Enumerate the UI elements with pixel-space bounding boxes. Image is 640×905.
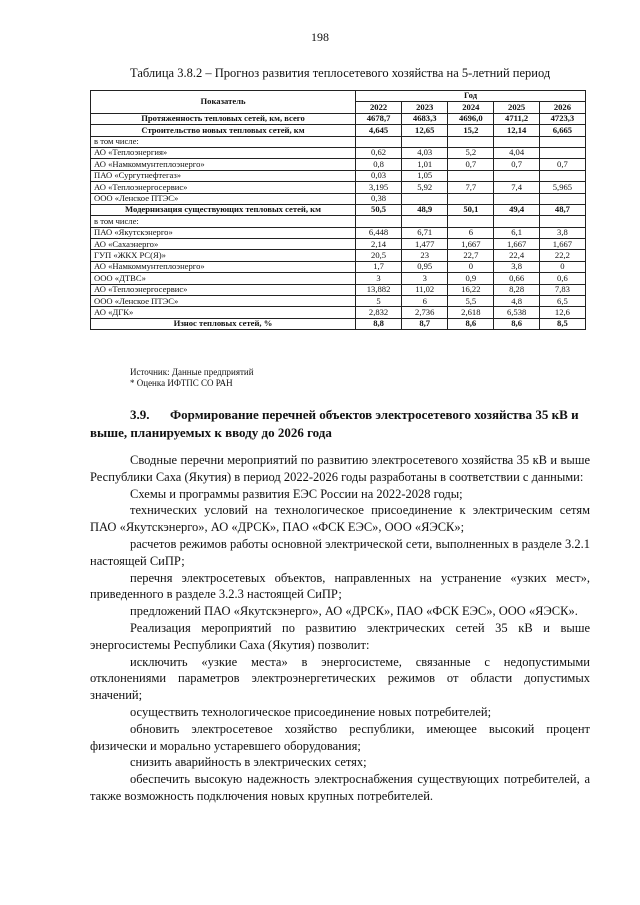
table-cell: 49,4 xyxy=(494,204,539,215)
row-label: АО «Намкоммунтеплоэнерго» xyxy=(91,261,356,272)
table-cell: 1,05 xyxy=(402,170,448,181)
year-header: 2023 xyxy=(402,102,448,113)
table-cell xyxy=(448,216,494,227)
table-notes xyxy=(130,367,254,389)
table-cell xyxy=(539,136,585,147)
body-text xyxy=(90,452,590,805)
table-cell: 4723,3 xyxy=(539,113,585,124)
table-row xyxy=(91,273,586,284)
row-label: Износ тепловых сетей, % xyxy=(91,318,356,329)
table-cell: 22,4 xyxy=(494,250,539,261)
year-header: 2024 xyxy=(448,102,494,113)
table-cell: 2,618 xyxy=(448,307,494,318)
table-cell: 3,8 xyxy=(494,261,539,272)
table-cell: 5,965 xyxy=(539,182,585,193)
year-header: 2025 xyxy=(494,102,539,113)
table-row xyxy=(91,307,586,318)
table-cell: 4678,7 xyxy=(356,113,402,124)
table-cell xyxy=(448,193,494,204)
table-cell xyxy=(402,216,448,227)
year-group-header: Год xyxy=(356,91,586,102)
table-cell: 15,2 xyxy=(448,125,494,136)
table-cell: 48,7 xyxy=(539,204,585,215)
paragraph: технических условий на технологическое присоединение к электрическим сетям ПАО «Якутскэнерго», АО «ДРСК», ПАО «ФСК ЕЭС», ООО «ЯЭСК»; xyxy=(90,503,590,535)
table-cell: 3,8 xyxy=(539,227,585,238)
table-cell xyxy=(494,193,539,204)
table-cell: 0 xyxy=(448,261,494,272)
table-cell: 4,8 xyxy=(494,296,539,307)
table-cell: 16,22 xyxy=(448,284,494,295)
table-cell: 48,9 xyxy=(402,204,448,215)
table-row xyxy=(91,261,586,272)
table-row xyxy=(91,170,586,181)
table-cell xyxy=(356,136,402,147)
table-cell: 5 xyxy=(356,296,402,307)
row-label: АО «ДГК» xyxy=(91,307,356,318)
table-cell xyxy=(494,170,539,181)
row-label: АО «Сахаэнерго» xyxy=(91,239,356,250)
paragraph: перечня электросетевых объектов, направленных на устранение «узких мест», приведенного в разделе 3.2.3 настоящей СиПР; xyxy=(90,570,590,602)
table-cell: 0,7 xyxy=(448,159,494,170)
paragraph: обновить электросетевое хозяйство республики, имеющее высокий процент физически и морально устаревшего оборудования; xyxy=(90,721,590,753)
forecast-table xyxy=(90,90,586,330)
table-cell xyxy=(402,136,448,147)
paragraph: Схемы и программы развития ЕЭС России на 2022-2028 годы; xyxy=(130,486,463,501)
table-cell xyxy=(402,193,448,204)
paragraph: снизить аварийность в электрических сетях; xyxy=(130,755,367,770)
page-number: 198 xyxy=(311,30,329,44)
table-cell: 6,665 xyxy=(539,125,585,136)
table-cell: 1,667 xyxy=(448,239,494,250)
table-caption: Таблица 3.8.2 – Прогноз развития теплосетевого хозяйства на 5-летний период xyxy=(130,66,551,80)
paragraph: осуществить технологическое присоединение новых потребителей; xyxy=(130,704,492,719)
table-cell: 2,14 xyxy=(356,239,402,250)
table-row xyxy=(91,284,586,295)
table-cell: 8,6 xyxy=(448,318,494,329)
table-row xyxy=(91,216,586,227)
table-cell: 12,65 xyxy=(402,125,448,136)
table-cell: 22,2 xyxy=(539,250,585,261)
paragraph: исключить «узкие места» в энергосистеме, связанные с недопустимыми отклонениями параметров электроэнергетических режимов от области допустимых значений; xyxy=(90,654,590,703)
section-number: 3.9. xyxy=(130,407,150,422)
source-note: Источник: Данные предприятий xyxy=(130,367,254,377)
table-cell: 7,4 xyxy=(494,182,539,193)
table-cell: 8,7 xyxy=(402,318,448,329)
row-label: Строительство новых тепловых сетей, км xyxy=(91,125,356,136)
table-cell: 4,04 xyxy=(494,147,539,158)
row-label: в том числе: xyxy=(91,216,356,227)
row-label: ООО «Ленское ПТЭС» xyxy=(91,193,356,204)
table-cell: 4711,2 xyxy=(494,113,539,124)
row-label: Модернизация существующих тепловых сетей, км xyxy=(91,204,356,215)
table-cell: 13,882 xyxy=(356,284,402,295)
table-cell: 8,28 xyxy=(494,284,539,295)
table-cell: 1,667 xyxy=(539,239,585,250)
section-heading xyxy=(90,406,590,442)
table-cell: 4,645 xyxy=(356,125,402,136)
table-cell: 23 xyxy=(402,250,448,261)
section-title: Формирование перечней объектов электросетевого хозяйства 35 кВ и выше, планируемых к вводу до 2026 года xyxy=(90,407,579,440)
table-cell xyxy=(494,216,539,227)
table-cell: 0,03 xyxy=(356,170,402,181)
table-cell: 4683,3 xyxy=(402,113,448,124)
row-label: АО «Теплоэнергосервис» xyxy=(91,284,356,295)
table-cell: 1,7 xyxy=(356,261,402,272)
table-cell xyxy=(539,147,585,158)
table-row xyxy=(91,182,586,193)
table-cell: 4696,0 xyxy=(448,113,494,124)
table-row xyxy=(91,250,586,261)
table-row xyxy=(91,136,586,147)
table-cell: 50,5 xyxy=(356,204,402,215)
table-cell: 0,38 xyxy=(356,193,402,204)
table-cell: 12,14 xyxy=(494,125,539,136)
table-cell xyxy=(448,136,494,147)
table-cell: 3 xyxy=(402,273,448,284)
table-row xyxy=(91,227,586,238)
table-cell: 6,538 xyxy=(494,307,539,318)
table-row xyxy=(91,193,586,204)
table-cell: 5,2 xyxy=(448,147,494,158)
table-cell: 7,7 xyxy=(448,182,494,193)
row-label: Протяженность тепловых сетей, км, всего xyxy=(91,113,356,124)
table-cell: 6,5 xyxy=(539,296,585,307)
table-cell: 8,8 xyxy=(356,318,402,329)
row-label: АО «Теплоэнергия» xyxy=(91,147,356,158)
table-cell: 0,66 xyxy=(494,273,539,284)
table-cell: 4,03 xyxy=(402,147,448,158)
table-cell: 6,71 xyxy=(402,227,448,238)
table-row xyxy=(91,113,586,124)
table-cell: 0,9 xyxy=(448,273,494,284)
year-header: 2026 xyxy=(539,102,585,113)
table-row xyxy=(91,159,586,170)
table-row xyxy=(91,318,586,329)
estimate-note: * Оценка ИФТПС СО РАН xyxy=(130,378,233,388)
table-cell: 0,8 xyxy=(356,159,402,170)
paragraph: Сводные перечни мероприятий по развитию электросетевого хозяйства 35 кВ и выше Республики Саха (Якутия) в период 2022-2026 годы разработаны в соответствии с данными: xyxy=(90,453,590,484)
year-header: 2022 xyxy=(356,102,402,113)
table-cell: 0,6 xyxy=(539,273,585,284)
table-cell: 8,5 xyxy=(539,318,585,329)
indicator-header: Показатель xyxy=(91,91,356,114)
table-cell: 3 xyxy=(356,273,402,284)
table-cell: 12,6 xyxy=(539,307,585,318)
table-cell: 5,5 xyxy=(448,296,494,307)
row-label: ПАО «Сургутнефтегаз» xyxy=(91,170,356,181)
table-cell: 1,01 xyxy=(402,159,448,170)
table-cell: 20,5 xyxy=(356,250,402,261)
table-cell: 3,195 xyxy=(356,182,402,193)
table-body xyxy=(91,113,586,329)
table-cell: 6 xyxy=(402,296,448,307)
table-cell: 2,832 xyxy=(356,307,402,318)
table-cell: 50,1 xyxy=(448,204,494,215)
table-cell: 7,83 xyxy=(539,284,585,295)
table-row xyxy=(91,204,586,215)
table-cell xyxy=(448,170,494,181)
table-cell: 11,02 xyxy=(402,284,448,295)
table-cell: 0,62 xyxy=(356,147,402,158)
row-label: ГУП «ЖКХ РС(Я)» xyxy=(91,250,356,261)
table-cell: 2,736 xyxy=(402,307,448,318)
table-cell: 0,7 xyxy=(494,159,539,170)
paragraph: предложений ПАО «Якутскэнерго», АО «ДРСК», ПАО «ФСК ЕЭС», ООО «ЯЭСК». xyxy=(130,604,578,619)
table-cell: 1,667 xyxy=(494,239,539,250)
table-row xyxy=(91,147,586,158)
table-cell: 6 xyxy=(448,227,494,238)
paragraph: Реализация мероприятий по развитию электрических сетей 35 кВ и выше энергосистемы Республики Саха (Якутия) позволит: xyxy=(90,620,590,652)
table-cell: 5,92 xyxy=(402,182,448,193)
paragraph: обеспечить высокую надежность электроснабжения существующих потребителей, а также возможность подключения новых крупных потребителей. xyxy=(90,772,590,803)
row-label: ПАО «Якутскэнерго» xyxy=(91,227,356,238)
table-cell: 6,448 xyxy=(356,227,402,238)
table-cell xyxy=(539,216,585,227)
row-label: АО «Теплоэнергосервис» xyxy=(91,182,356,193)
table-row xyxy=(91,296,586,307)
table-cell: 0,7 xyxy=(539,159,585,170)
table-cell: 0 xyxy=(539,261,585,272)
table-cell xyxy=(494,136,539,147)
table-cell: 1,477 xyxy=(402,239,448,250)
row-label: ООО «Ленское ПТЭС» xyxy=(91,296,356,307)
table-row xyxy=(91,239,586,250)
row-label: в том числе: xyxy=(91,136,356,147)
table-cell: 6,1 xyxy=(494,227,539,238)
paragraph: расчетов режимов работы основной электрической сети, выполненных в разделе 3.2.1 настоящей СиПР; xyxy=(90,536,590,568)
table-cell xyxy=(539,193,585,204)
table-cell: 8,6 xyxy=(494,318,539,329)
table-row xyxy=(91,125,586,136)
table-cell xyxy=(539,170,585,181)
row-label: АО «Намкоммунтеплоэнерго» xyxy=(91,159,356,170)
table-cell xyxy=(356,216,402,227)
table-cell: 22,7 xyxy=(448,250,494,261)
row-label: ООО «ДТВС» xyxy=(91,273,356,284)
table-cell: 0,95 xyxy=(402,261,448,272)
